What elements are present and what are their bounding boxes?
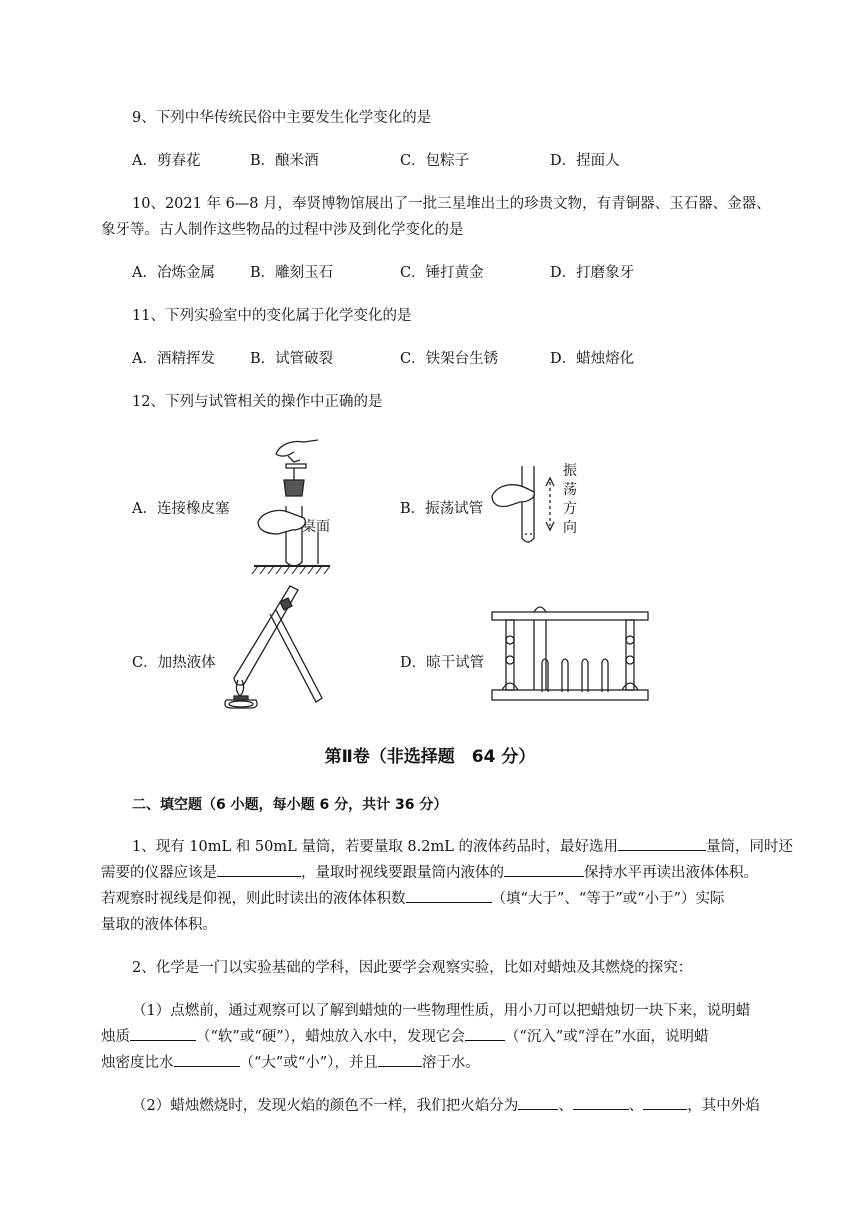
figure-d-tube-rack <box>490 606 650 706</box>
fill2-text-9: 、 <box>628 1098 644 1114</box>
fill1-text-2: 量筒，同时还 <box>705 839 793 855</box>
fill2-text-8: 、 <box>558 1098 573 1114</box>
q10-stem-line1: 10、2021 年 6—8 月，奉贤博物馆展出了一批三星堆出土的珍贵文物，有青铜器、玉石器、金器、 <box>132 196 771 212</box>
q12-option-c: C．加热液体 <box>132 655 216 671</box>
fill1-text-7: （填“大于”、“等于”或“小于”）实际 <box>491 891 725 907</box>
fill2-part1-line2 <box>101 1025 709 1046</box>
fill2-text-4: 烛密度比水 <box>101 1055 174 1071</box>
fill2-part2-line1 <box>132 1094 760 1115</box>
q11-option-b: B．试管破裂 <box>250 351 334 367</box>
fill2-text-7: （2）蜡烛燃烧时，发现火焰的颜色不一样，我们把火焰分为 <box>132 1098 519 1114</box>
q10-option-a: A．冶炼金属 <box>132 265 215 281</box>
figure-a-stopper-on-table <box>248 434 338 576</box>
fill2-blank-7[interactable] <box>643 1095 687 1110</box>
fill1-text-1: 1、现有 10mL 和 50mL 量筒，若要量取 8.2mL 的液体药品时，最好选用 <box>132 839 618 855</box>
q11-stem: 11、下列实验室中的变化属于化学变化的是 <box>132 308 412 324</box>
fill2-text-10: ，其中外焰 <box>687 1098 760 1114</box>
fill2-blank-2[interactable] <box>465 1026 505 1041</box>
fill1-line1 <box>132 835 793 856</box>
figure-b-label-char-4: 向 <box>563 520 577 536</box>
fill2-text-6: 溶于水。 <box>421 1055 480 1071</box>
fill1-blank-4[interactable] <box>406 888 492 903</box>
part2-title: 第Ⅱ卷（非选择题 64 分） <box>324 747 536 767</box>
fill1-text-6: 若观察时视线是仰视，则此时读出的液体体积数 <box>101 891 406 907</box>
q9-option-a: A．剪春花 <box>132 153 201 169</box>
fill1-line3 <box>101 887 724 908</box>
fill1-line2 <box>101 861 758 882</box>
figure-c-heating-liquid <box>218 580 328 710</box>
fill2-text-3: （“沉入”或“浮在”水面，说明蜡 <box>504 1029 709 1045</box>
q9-option-c: C．包粽子 <box>400 153 470 169</box>
figure-b-direction-label <box>563 462 581 538</box>
fill1-blank-3[interactable] <box>504 862 584 877</box>
q10-option-d: D．打磨象牙 <box>550 265 635 281</box>
q9-stem: 9、下列中华传统民俗中主要发生化学变化的是 <box>132 110 432 126</box>
figure-a-table-label: 桌面 <box>302 519 330 535</box>
fill1-blank-2[interactable] <box>217 862 301 877</box>
q9-option-b: B．酿米酒 <box>250 153 319 169</box>
figure-b-label-char-3: 方 <box>563 501 577 517</box>
fill2-blank-5[interactable] <box>518 1095 558 1110</box>
figure-b-label-char-1: 振 <box>563 463 577 479</box>
q11-option-c: C．铁架台生锈 <box>400 351 499 367</box>
fill2-text-5: （“大”或“小”），并且 <box>239 1055 378 1071</box>
fill1-text-5: 保持水平再读出液体体积。 <box>584 865 758 881</box>
q12-option-d: D．晾干试管 <box>400 655 485 671</box>
q11-option-a: A．酒精挥发 <box>132 351 215 367</box>
figure-b-shaking-tube <box>488 462 558 552</box>
section-fill-in-heading: 二、填空题（6 小题，每小题 6 分，共计 36 分） <box>132 797 448 813</box>
fill1-line4: 量取的液体体积。 <box>101 917 217 933</box>
fill2-blank-4[interactable] <box>378 1052 422 1067</box>
fill2-part1-line1: （1）点燃前，通过观察可以了解到蜡烛的一些物理性质，用小刀可以把蜡烛切一块下来，说明蜡 <box>132 1003 751 1019</box>
q12-option-a: A．连接橡皮塞 <box>132 501 230 517</box>
fill2-blank-6[interactable] <box>573 1095 629 1110</box>
fill1-text-3: 需要的仪器应该是 <box>101 865 217 881</box>
fill2-blank-3[interactable] <box>174 1052 240 1067</box>
q10-option-b: B．雕刻玉石 <box>250 265 334 281</box>
q9-option-d: D．捏面人 <box>550 153 620 169</box>
q11-option-d: D．蜡烛熔化 <box>550 351 635 367</box>
fill2-blank-1[interactable] <box>130 1026 196 1041</box>
fill2-part1-line3 <box>101 1051 480 1072</box>
figure-b-label-char-2: 荡 <box>563 482 577 498</box>
q12-stem: 12、下列与试管相关的操作中正确的是 <box>132 394 383 410</box>
fill2-text-1: 烛质 <box>101 1029 130 1045</box>
fill2-text-2: （“软”或“硬”），蜡烛放入水中，发现它会 <box>196 1029 465 1045</box>
fill1-text-4: ，量取时视线要跟量筒内液体的 <box>301 865 504 881</box>
q12-option-b: B．振荡试管 <box>400 501 484 517</box>
q10-stem-line2: 象牙等。古人制作这些物品的过程中涉及到化学变化的是 <box>101 222 464 238</box>
fill1-blank-1[interactable] <box>618 836 706 851</box>
q10-option-c: C．锤打黄金 <box>400 265 484 281</box>
fill2-stem: 2、化学是一门以实验基础的学科，因此要学会观察实验，比如对蜡烛及其燃烧的探究： <box>132 960 693 976</box>
